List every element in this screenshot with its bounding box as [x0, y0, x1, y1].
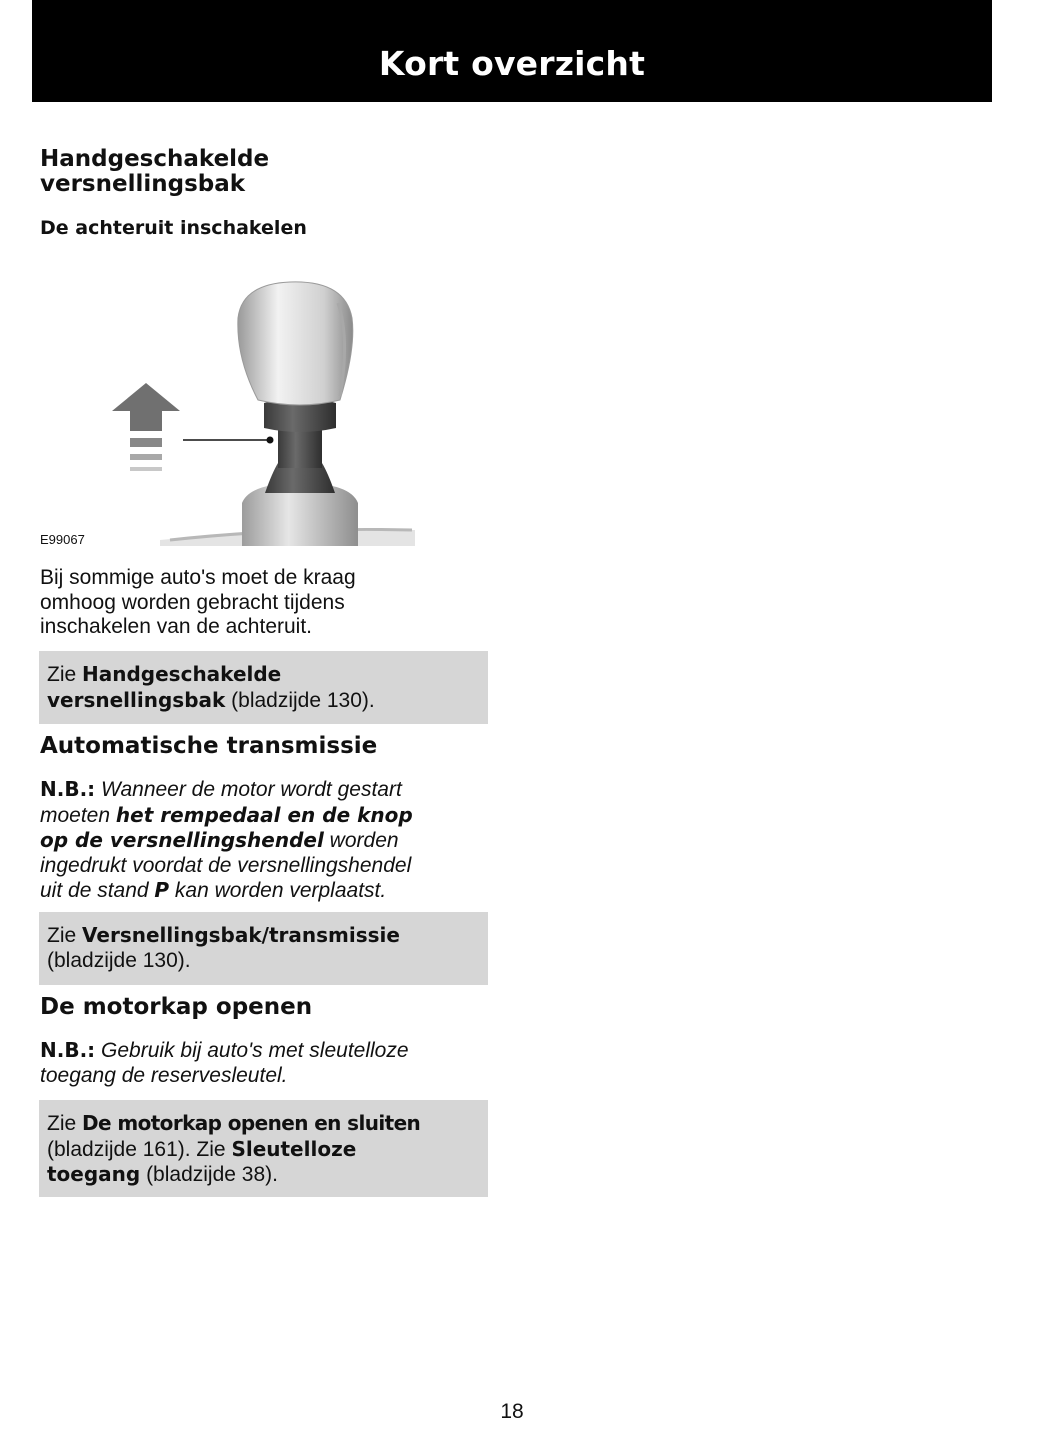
ref-link-text[interactable]: versnellingsbak	[47, 687, 226, 712]
note-text: Gebruik bij auto's met sleutelloze	[95, 1039, 409, 1062]
reference-box-automatic	[39, 912, 488, 985]
section-heading-hood: De motorkap openen	[40, 994, 313, 1020]
reference-box-hood	[39, 1100, 488, 1197]
section-heading-manual	[40, 147, 488, 197]
ref-mid: (bladzijde 161). Zie	[47, 1137, 232, 1161]
note-text: moeten	[40, 803, 116, 827]
note-text: worden	[323, 829, 399, 852]
ref-link-text[interactable]: Handgeschakelde	[82, 662, 282, 686]
ref-link-text[interactable]: Sleutelloze	[231, 1136, 357, 1161]
note-label: N.B.:	[40, 1038, 96, 1062]
note-text: uit de stand	[40, 879, 155, 902]
ref-link-text[interactable]: De motorkap openen en sluiten	[82, 1111, 421, 1135]
figure-code: E99067	[40, 532, 85, 547]
subheading-reverse: De achteruit inschakelen	[40, 217, 307, 239]
heading-line: Handgeschakelde	[40, 146, 270, 172]
note-emphasis: het rempedaal en de knop	[115, 802, 413, 827]
text-line: Bij sommige auto's moet de kraag	[40, 566, 356, 589]
note-label: N.B.:	[40, 777, 96, 801]
hood-note	[40, 1038, 488, 1088]
note-emphasis: op de versnellingshendel	[40, 828, 324, 852]
page-header	[32, 0, 992, 102]
ref-link-text[interactable]: toegang	[47, 1162, 141, 1186]
heading-line: versnellingsbak	[40, 171, 246, 197]
ref-link-text[interactable]: Versnellingsbak/transmissie	[82, 923, 400, 947]
note-text: Wanneer de motor wordt gestart	[95, 778, 402, 801]
text-line: omhoog worden gebracht tijdens	[40, 590, 345, 614]
note-text: ingedrukt voordat de versnellingshendel	[40, 853, 412, 877]
ref-suffix: (bladzijde 130).	[225, 688, 375, 712]
section-heading-automatic: Automatische transmissie	[40, 733, 378, 759]
reference-box-manual	[39, 651, 488, 724]
page-number: 18	[500, 1400, 524, 1423]
page-title: Kort overzicht	[378, 44, 646, 83]
automatic-note	[40, 777, 488, 904]
ref-prefix: Zie	[47, 924, 83, 947]
ref-suffix: (bladzijde 130).	[47, 948, 191, 972]
arrow-up-icon	[112, 383, 180, 471]
note-text: kan worden verplaatst.	[169, 879, 387, 902]
ref-prefix: Zie	[47, 663, 83, 686]
ref-prefix: Zie	[47, 1112, 83, 1135]
gear-knob-illustration	[100, 278, 420, 548]
text-line: inschakelen van de achteruit.	[40, 615, 313, 638]
note-emphasis: P	[154, 878, 170, 902]
ref-suffix: (bladzijde 38).	[140, 1163, 278, 1186]
manual-body-text	[40, 566, 488, 640]
note-text: toegang de reservesleutel.	[40, 1063, 288, 1087]
